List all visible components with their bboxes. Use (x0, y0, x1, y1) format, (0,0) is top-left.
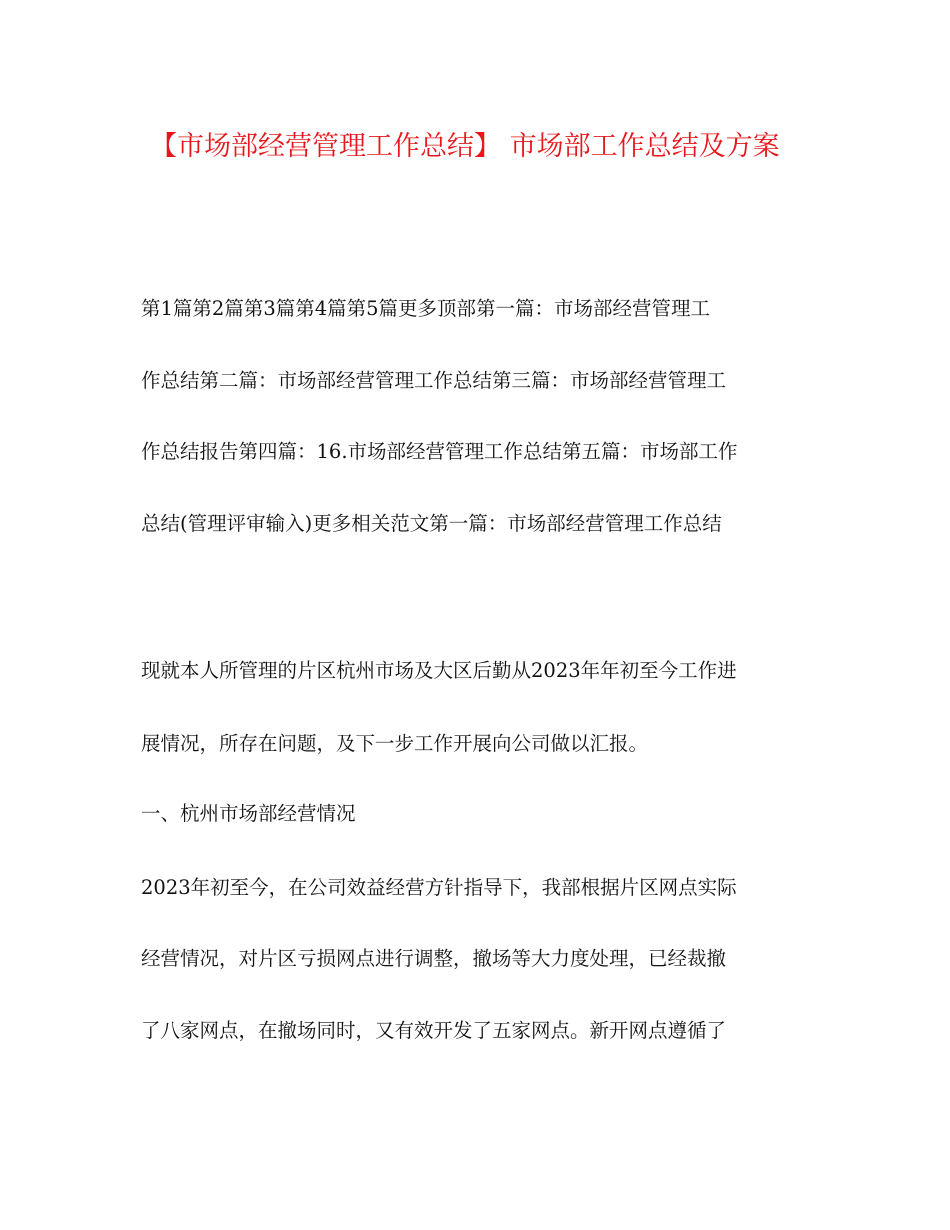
toc-line: 作总结报告第四篇：16.市场部经营管理工作总结第五篇：市场部工作 (141, 440, 738, 463)
section-heading: 一、杭州市场部经营情况 (141, 802, 356, 825)
body-paragraph-line: 展情况，所存在问题，及下一步工作开展向公司做以汇报。 (141, 732, 649, 755)
body-paragraph-line: 经营情况，对片区亏损网点进行调整，撤场等大力度处理，已经裁撤 (141, 947, 727, 970)
body-paragraph-line: 2023年初至今，在公司效益经营方针指导下，我部根据片区网点实际 (141, 876, 737, 899)
body-paragraph-line: 了八家网点，在撤场同时，又有效开发了五家网点。新开网点遵循了 (141, 1019, 727, 1042)
document-title: 【市场部经营管理工作总结】 市场部工作总结及方案 (150, 131, 780, 162)
body-paragraph-line: 现就本人所管理的片区杭州市场及大区后勤从2023年年初至今工作进 (141, 659, 737, 682)
toc-line: 第1篇第2篇第3篇第4篇第5篇更多顶部第一篇：市场部经营管理工 (141, 297, 711, 320)
toc-line: 总结(管理评审输入)更多相关范文第一篇：市场部经营管理工作总结 (141, 512, 722, 535)
toc-line: 作总结第二篇：市场部经营管理工作总结第三篇：市场部经营管理工 (141, 369, 727, 392)
